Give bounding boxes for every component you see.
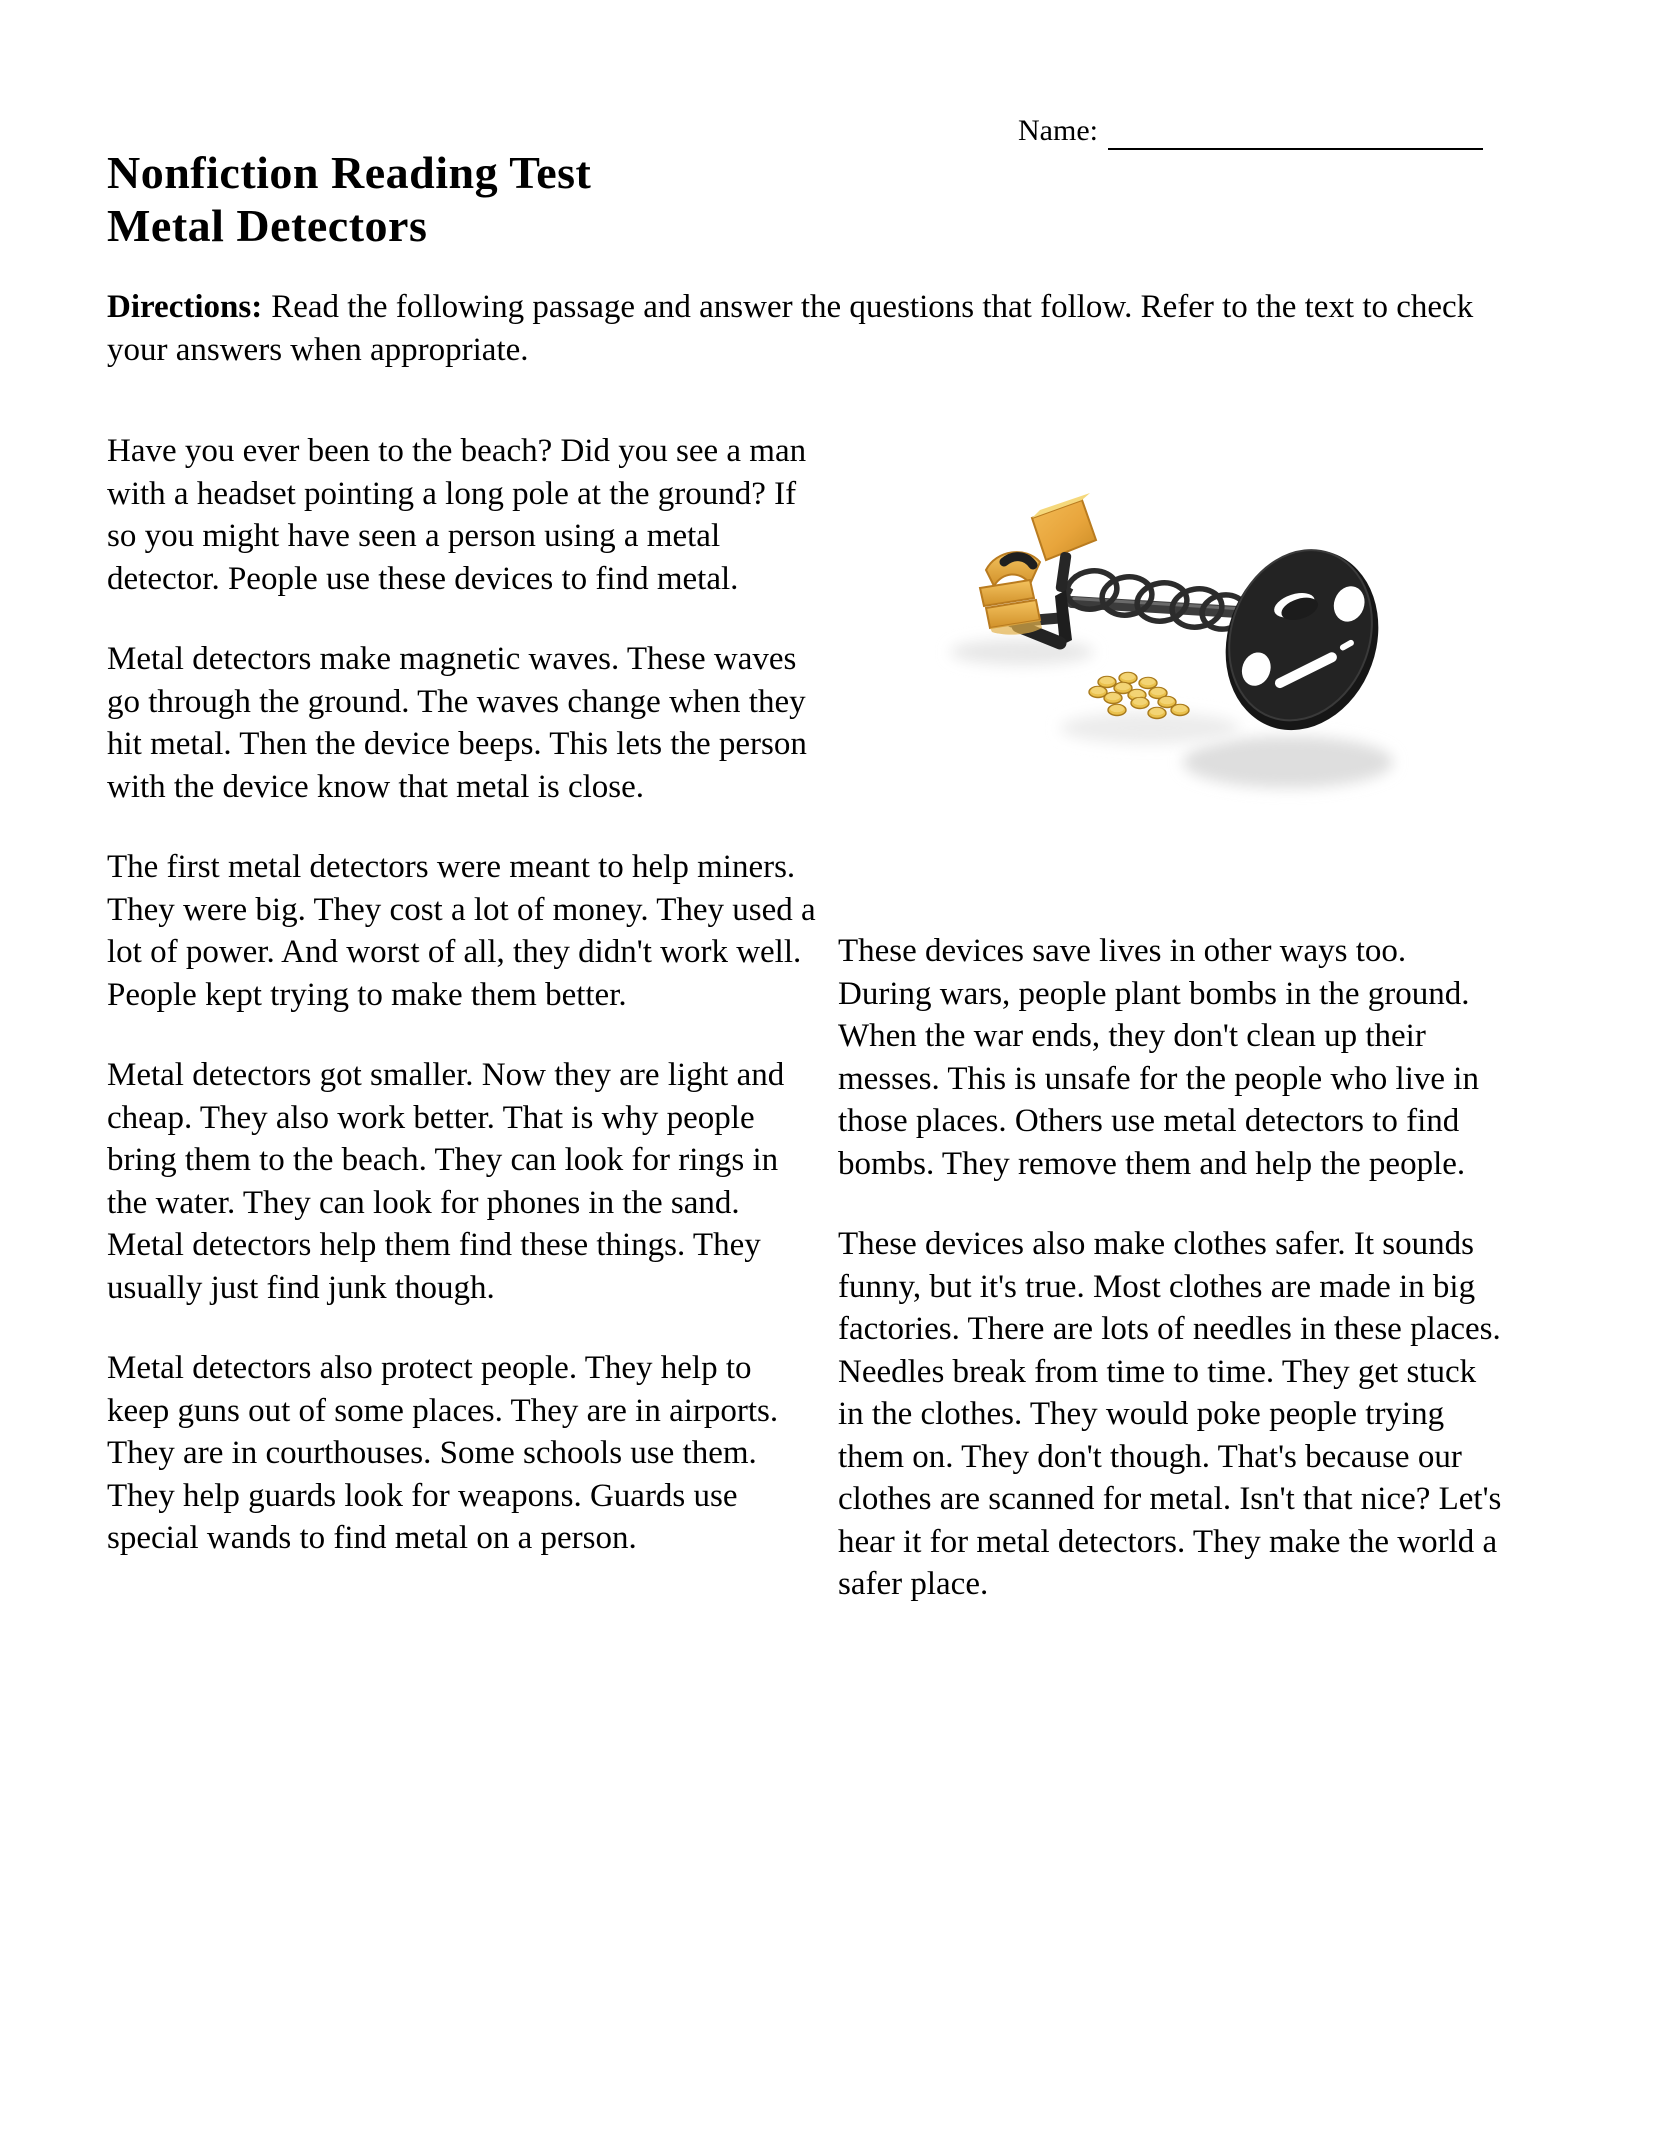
passage-paragraph-5: Metal detectors also protect people. They help to keep guns out of some places. They are in airports. They are in courthouses. Some schools use them. They help guards look for weapons. Guards use special wands to find metal on a person. <box>107 1350 779 1556</box>
passage-left-column <box>107 430 822 1644</box>
directions <box>107 286 1487 372</box>
name-underline <box>1108 112 1483 150</box>
search-coil-disc <box>1201 528 1403 752</box>
metal-detector-illustration <box>900 440 1500 860</box>
passage-paragraph-3: The first metal detectors were meant to help miners. They were big. They cost a lot of money. They used a lot of power. And worst of all, they didn't work well. People kept trying to make them better. <box>107 849 816 1013</box>
directions-label: Directions: <box>107 289 263 325</box>
name-row <box>1018 112 1483 150</box>
passage-paragraph-2: Metal detectors make magnetic waves. These waves go through the ground. The waves change when they hit metal. Then the device beeps. This lets the person with the device know that metal is close. <box>107 641 807 805</box>
page-title-line-2: Metal Detectors <box>107 200 428 251</box>
gold-coins <box>1089 673 1189 719</box>
passage-paragraph-7: These devices also make clothes safer. It sounds funny, but it's true. Most clothes are made in big factories. There are lots of needles in these places. Needles break from time to time. They get stuck in the clothes. They would poke people trying them on. They don't though. That's because our clothes are scanned for metal. Isn't that nice? Let's hear it for metal detectors. They make the world a safer place. <box>838 1226 1502 1602</box>
armrest <box>980 552 1042 635</box>
metal-detector-figure <box>838 430 1503 892</box>
passage-right-column <box>838 430 1503 1644</box>
page-title <box>107 146 591 252</box>
passage <box>107 430 1503 1644</box>
coil-cable <box>1062 558 1249 632</box>
passage-paragraph-1: Have you ever been to the beach? Did you see a man with a headset pointing a long pole at the ground? If so you might have seen a person using a metal detector. People use these devices to find metal. <box>107 433 807 597</box>
name-label: Name: <box>1018 114 1098 147</box>
passage-paragraph-4: Metal detectors got smaller. Now they are light and cheap. They also work better. That is why people bring them to the beach. They can look for rings in the water. They can look for phones in the sand. Metal detectors help them find these things. They usually just find junk though. <box>107 1057 785 1306</box>
passage-paragraph-6: These devices save lives in other ways too. During wars, people plant bombs in the ground. When the war ends, they don't clean up their messes. This is unsafe for the people who live in those places. Others use metal detectors to find bombs. They remove them and help the people. <box>838 933 1479 1182</box>
directions-text: Read the following passage and answer the questions that follow. Refer to the text to check your answers when appropriate. <box>107 289 1474 368</box>
control-box <box>1032 493 1096 593</box>
page-title-line-1: Nonfiction Reading Test <box>107 147 592 198</box>
